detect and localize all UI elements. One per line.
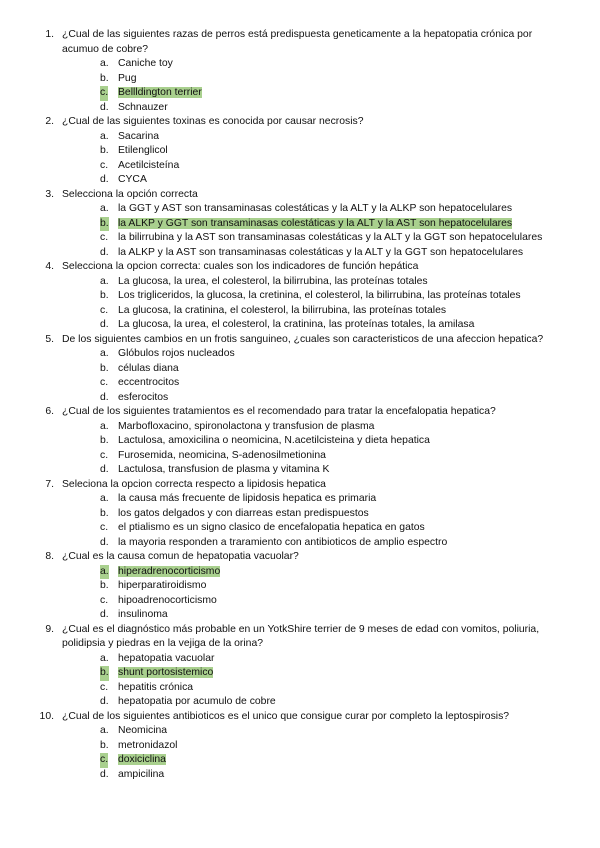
option-letter: c. <box>100 753 108 768</box>
question-text: Seleciona la opcion correcta respecto a lipidosis hepatica <box>62 478 326 490</box>
question-number: 5. <box>45 333 54 345</box>
option-list <box>58 57 560 115</box>
question-text: ¿Cual de los siguientes tratamientos es el recomendado para tratar la encefalopatia hepatica? <box>62 406 496 417</box>
option-letter: a. <box>100 203 109 214</box>
question-text: ¿Cual de las siguientes razas de perros está predispuesta geneticamente a la hepatopatia crónica por acumuo de cobre? <box>62 29 533 55</box>
option-letter: b. <box>100 72 109 84</box>
option-d <box>58 463 560 478</box>
option-text: Etilenglicol <box>118 145 168 156</box>
option-letter: c. <box>100 304 109 316</box>
option-letter: b. <box>100 507 109 519</box>
option-b <box>58 507 560 522</box>
option-letter: b. <box>100 362 109 374</box>
option-letter: d. <box>100 609 109 620</box>
option-list <box>58 652 560 710</box>
question-text: ¿Cual es el diagnóstico más probable en un YotkShire terrier de 9 meses de edad con vomitos, poliuria, polidipsia y piedras en la vejiga de la orina? <box>62 623 540 649</box>
option-letter: c. <box>100 86 108 101</box>
question-number: 6. <box>45 406 54 417</box>
option-text: Marbofloxacino, spironolactona y transfusion de plasma <box>118 420 375 432</box>
option-letter: c. <box>100 377 109 388</box>
option-c <box>58 231 560 246</box>
question-8 <box>45 550 560 623</box>
option-text: Furosemida, neomicina, S-adenosilmetionina <box>118 449 326 461</box>
option-letter: a. <box>100 275 109 287</box>
option-text: metronidazol <box>118 739 178 751</box>
question-number: 2. <box>45 116 54 127</box>
question-text: Selecciona la opcion correcta: cuales son los indicadores de función hepática <box>62 261 419 272</box>
option-text: la mayoria responden a traramiento con antibioticos de amplio espectro <box>118 536 448 548</box>
option-c <box>58 376 560 391</box>
option-d <box>58 246 560 261</box>
question-5 <box>45 333 560 406</box>
option-d <box>58 173 560 188</box>
option-text: ampicilina <box>118 768 165 780</box>
option-d <box>58 536 560 551</box>
option-text: Neomicina <box>118 725 168 736</box>
option-d <box>58 101 560 116</box>
option-letter: a. <box>100 652 109 664</box>
option-b <box>58 434 560 449</box>
option-list <box>58 420 560 478</box>
correct-answer-highlight: Bellldington terrier <box>118 87 202 98</box>
option-text: la GGT y AST son transaminasas colestáticas y la ALT y la ALKP son hepatocelulares <box>118 203 513 214</box>
option-b <box>58 739 560 754</box>
option-list <box>58 347 560 405</box>
option-letter: a. <box>100 420 109 432</box>
option-text: la bilirrubina y la AST son transaminasas colestáticas y la ALT y la GGT son hepatocelulares <box>118 232 543 243</box>
option-text: CYCA <box>118 174 147 185</box>
question-number: 3. <box>45 188 54 200</box>
option-letter: b. <box>100 435 109 446</box>
option-text: Los trigliceridos, la glucosa, la cretinina, el colesterol, la bilirrubina, las proteínas totales <box>118 290 521 301</box>
option-d <box>58 608 560 623</box>
correct-answer-highlight: la ALKP y GGT son transaminasas colestáticas y la ALT y la AST son hepatocelulares <box>118 217 513 229</box>
option-text: los gatos delgados y con diarreas estan predispuestos <box>118 507 369 519</box>
option-letter: a. <box>100 58 109 69</box>
option-list <box>58 130 560 188</box>
option-a <box>58 347 560 362</box>
option-letter: b. <box>100 666 109 681</box>
option-b <box>58 362 560 377</box>
option-text: el ptialismo es un signo clasico de encefalopatia hepatica en gatos <box>118 522 425 533</box>
option-text: esferocitos <box>118 391 169 403</box>
option-b <box>58 144 560 159</box>
option-text: La glucosa, la urea, el colesterol, la cratinina, las proteínas totales, la amilasa <box>118 319 475 330</box>
option-letter: d. <box>100 174 109 185</box>
option-d <box>58 391 560 406</box>
question-text: ¿Cual de los siguientes antibioticos es el unico que consigue curar por completo la leptospirosis? <box>62 710 510 722</box>
option-list <box>58 202 560 260</box>
option-letter: b. <box>100 217 109 232</box>
option-letter: c. <box>100 449 109 461</box>
option-a <box>58 275 560 290</box>
option-a <box>58 202 560 217</box>
option-c <box>58 594 560 609</box>
option-a <box>58 57 560 72</box>
question-text: De los siguientes cambios en un frotis sanguineo, ¿cuales son caracteristicos de una afeccion hepatica? <box>62 333 544 345</box>
option-letter: b. <box>100 145 109 156</box>
question-number: 10. <box>39 710 54 722</box>
question-number: 1. <box>45 29 54 40</box>
option-d <box>58 318 560 333</box>
question-7 <box>45 478 560 551</box>
option-text: Pug <box>118 72 137 84</box>
option-letter: a. <box>100 725 109 736</box>
option-letter: a. <box>100 565 109 580</box>
option-letter: d. <box>100 319 109 330</box>
option-text: hepatopatia vacuolar <box>118 652 215 664</box>
question-10 <box>39 710 560 783</box>
option-list <box>58 724 560 782</box>
option-b <box>58 72 560 87</box>
option-b <box>58 579 560 594</box>
question-text: Selecciona la opción correcta <box>62 188 198 200</box>
option-letter: d. <box>100 768 109 780</box>
question-1 <box>45 28 560 115</box>
option-letter: d. <box>100 391 109 403</box>
question-number: 7. <box>45 478 54 490</box>
option-text: La glucosa, la urea, el colesterol, la bilirrubina, las proteínas totales <box>118 275 428 287</box>
option-text: insulinoma <box>118 609 168 620</box>
option-text: Glóbulos rojos nucleados <box>118 348 235 359</box>
option-c <box>58 681 560 696</box>
option-b <box>58 289 560 304</box>
correct-answer-highlight: doxiciclina <box>118 754 166 765</box>
option-c <box>58 159 560 174</box>
option-letter: d. <box>100 101 109 113</box>
question-3 <box>45 188 560 261</box>
option-letter: d. <box>100 246 109 258</box>
option-a <box>58 565 560 580</box>
question-4 <box>45 260 560 333</box>
question-6 <box>45 405 560 478</box>
question-number: 4. <box>45 261 54 272</box>
option-letter: a. <box>100 493 109 504</box>
option-c <box>58 304 560 319</box>
option-a <box>58 652 560 667</box>
option-letter: b. <box>100 580 109 591</box>
option-letter: d. <box>100 536 109 548</box>
option-text: Schnauzer <box>118 101 168 113</box>
question-9 <box>45 623 560 710</box>
option-c <box>58 86 560 101</box>
option-text: Lactulosa, transfusion de plasma y vitamina K <box>118 464 330 475</box>
option-text: Lactulosa, amoxicilina o neomicina, N.acetilcisteina y dieta hepatica <box>118 435 430 446</box>
option-text: hepatopatia por acumulo de cobre <box>118 696 276 707</box>
option-a <box>58 724 560 739</box>
option-text: Caniche toy <box>118 58 173 69</box>
option-c <box>58 753 560 768</box>
option-c <box>58 449 560 464</box>
correct-answer-highlight: shunt portosistemico <box>118 667 214 678</box>
option-letter: a. <box>100 348 109 359</box>
option-b <box>58 666 560 681</box>
correct-answer-highlight: hiperadrenocorticismo <box>118 565 221 577</box>
question-number: 8. <box>45 551 54 562</box>
question-number: 9. <box>45 623 54 635</box>
option-a <box>58 130 560 145</box>
option-letter: d. <box>100 464 109 475</box>
option-letter: c. <box>100 522 109 533</box>
option-d <box>58 695 560 710</box>
option-letter: c. <box>100 594 109 606</box>
option-text: células diana <box>118 362 179 374</box>
option-text: hipoadrenocorticismo <box>118 594 217 606</box>
option-letter: a. <box>100 130 109 142</box>
option-text: hepatitis crónica <box>118 681 194 693</box>
option-text: La glucosa, la cratinina, el colesterol, la bilirrubina, las proteínas totales <box>118 304 447 316</box>
option-text: la causa más frecuente de lipidosis hepatica es primaria <box>118 493 377 504</box>
option-a <box>58 420 560 435</box>
option-d <box>58 768 560 783</box>
option-letter: c. <box>100 232 109 243</box>
option-letter: c. <box>100 681 109 693</box>
option-list <box>58 565 560 623</box>
option-letter: b. <box>100 739 109 751</box>
option-text: Sacarina <box>118 130 160 142</box>
option-text: eccentrocitos <box>118 377 180 388</box>
option-text: Acetilcisteína <box>118 159 180 171</box>
option-list <box>58 275 560 333</box>
question-text: ¿Cual es la causa comun de hepatopatia vacuolar? <box>62 551 299 562</box>
question-2 <box>45 115 560 188</box>
question-text: ¿Cual de las siguientes toxinas es conocida por causar necrosis? <box>62 116 364 127</box>
option-text: hiperparatiroidismo <box>118 580 207 591</box>
option-a <box>58 492 560 507</box>
option-list <box>58 492 560 550</box>
option-b <box>58 217 560 232</box>
option-text: la ALKP y la AST son transaminasas colestáticas y la ALT y la GGT son hepatocelulares <box>118 246 524 258</box>
option-letter: b. <box>100 290 109 301</box>
option-c <box>58 521 560 536</box>
option-letter: c. <box>100 159 109 171</box>
option-letter: d. <box>100 696 109 707</box>
